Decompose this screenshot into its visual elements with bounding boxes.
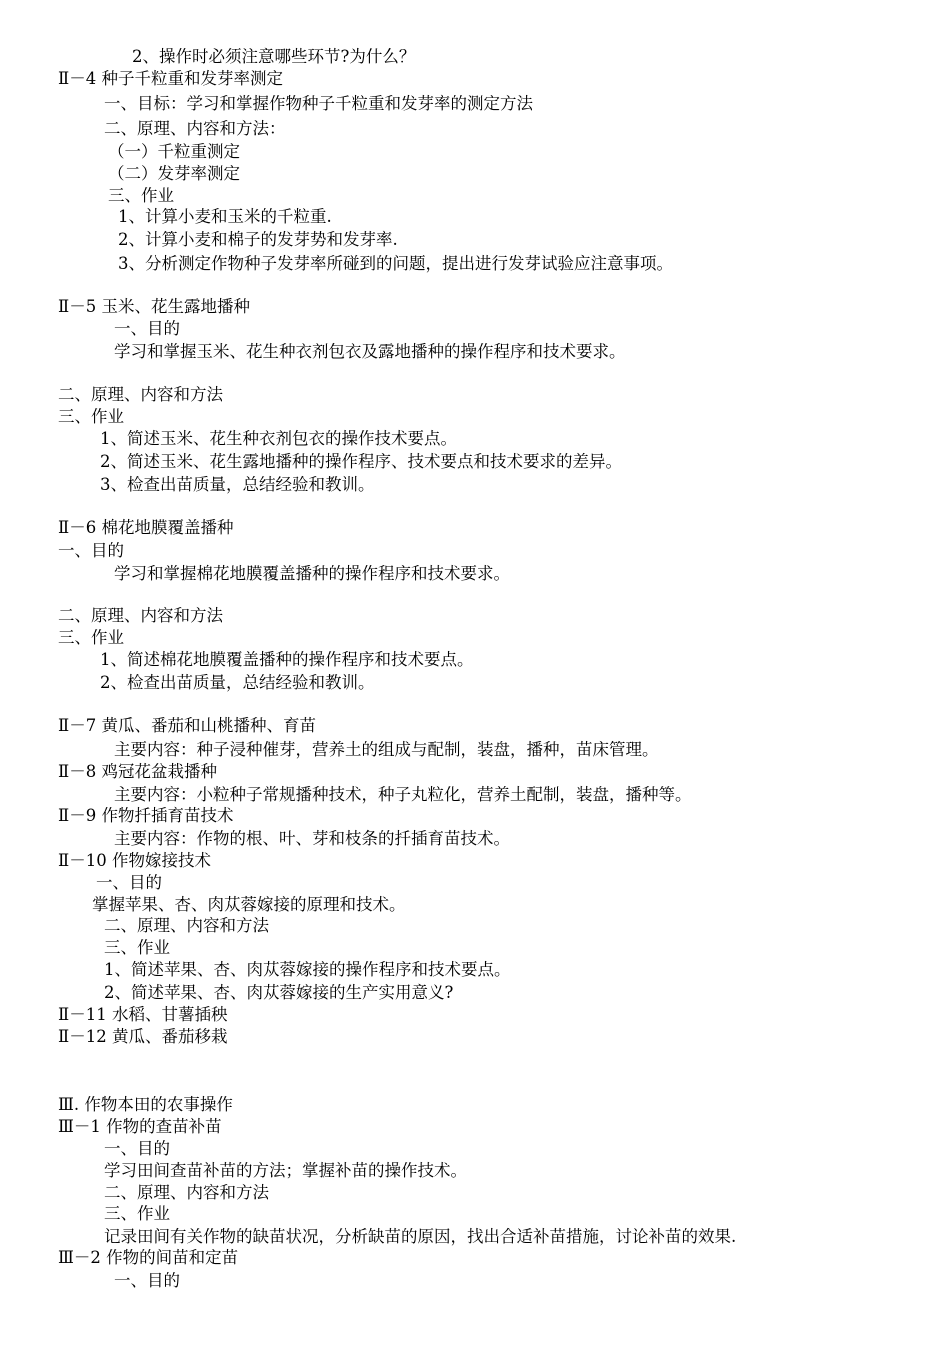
homework-item: 1、简述玉米、花生种衣剂包衣的操作技术要点。 bbox=[100, 429, 457, 448]
principle-heading: 二、原理、内容和方法 bbox=[104, 916, 269, 935]
goal-heading: 一、目的 bbox=[58, 541, 124, 560]
homework-text: 记录田间有关作物的缺苗状况，分析缺苗的原因，找出合适补苗措施，讨论补苗的效果. bbox=[104, 1227, 737, 1246]
section-heading-2-6: Ⅱ－6 棉花地膜覆盖播种 bbox=[58, 518, 234, 537]
homework-item: 2、检查出苗质量，总结经验和教训。 bbox=[100, 673, 375, 692]
section-heading-2-8: Ⅱ－8 鸡冠花盆栽播种 bbox=[58, 762, 217, 781]
homework-heading: 三、作业 bbox=[58, 407, 124, 426]
homework-item: 3、分析测定作物种子发芽率所碰到的问题，提出进行发芽试验应注意事项。 bbox=[118, 254, 673, 273]
homework-item: 1、简述苹果、杏、肉苁蓉嫁接的操作程序和技术要点。 bbox=[104, 960, 511, 979]
section-heading-3-2: Ⅲ－2 作物的间苗和定苗 bbox=[58, 1248, 239, 1267]
section-heading-2-7: Ⅱ－7 黄瓜、番茄和山桃播种、育苗 bbox=[58, 716, 316, 735]
goal-text: 掌握苹果、杏、肉苁蓉嫁接的原理和技术。 bbox=[92, 895, 406, 914]
goal-text: 学习和掌握棉花地膜覆盖播种的操作程序和技术要求。 bbox=[114, 564, 510, 583]
homework-heading: 三、作业 bbox=[108, 186, 174, 205]
homework-item: 2、简述苹果、杏、肉苁蓉嫁接的生产实用意义? bbox=[104, 983, 454, 1002]
section-heading-2-12: Ⅱ－12 黄瓜、番茄移栽 bbox=[58, 1027, 228, 1046]
main-content-line: 主要内容：种子浸种催芽，营养土的组成与配制，装盘，播种，苗床管理。 bbox=[114, 740, 659, 759]
section-heading-3-1: Ⅲ－1 作物的查苗补苗 bbox=[58, 1117, 222, 1136]
goal-heading: 一、目的 bbox=[114, 1271, 180, 1290]
main-content-line: 主要内容：小粒种子常规播种技术，种子丸粒化，营养土配制，装盘，播种等。 bbox=[114, 785, 692, 804]
homework-item: 1、计算小麦和玉米的千粒重. bbox=[118, 207, 332, 226]
goal-heading: 一、目的 bbox=[104, 1139, 170, 1158]
question-line: 2、操作时必须注意哪些环节?为什么？ bbox=[132, 47, 416, 66]
subitem-line: （二）发芽率测定 bbox=[108, 164, 240, 183]
main-content-line: 主要内容：作物的根、叶、芽和枝条的扦插育苗技术。 bbox=[114, 829, 510, 848]
section-heading-2-11: Ⅱ－11 水稻、甘薯插秧 bbox=[58, 1005, 228, 1024]
principle-line: 二、原理、内容和方法： bbox=[104, 119, 286, 138]
section-heading-2-4: Ⅱ－4 种子千粒重和发芽率测定 bbox=[58, 69, 283, 88]
section-heading-2-5: Ⅱ－5 玉米、花生露地播种 bbox=[58, 297, 250, 316]
homework-item: 2、计算小麦和棉子的发芽势和发芽率. bbox=[118, 230, 398, 249]
subitem-line: （一）千粒重测定 bbox=[108, 142, 240, 161]
goal-line: 一、目标：学习和掌握作物种子千粒重和发芽率的测定方法 bbox=[104, 94, 533, 113]
principle-heading: 二、原理、内容和方法 bbox=[58, 606, 223, 625]
goal-text: 学习和掌握玉米、花生种衣剂包衣及露地播种的操作程序和技术要求。 bbox=[114, 342, 626, 361]
section-heading-2-9: Ⅱ－9 作物扦插育苗技术 bbox=[58, 806, 234, 825]
goal-text: 学习田间查苗补苗的方法；掌握补苗的操作技术。 bbox=[104, 1161, 467, 1180]
homework-heading: 三、作业 bbox=[104, 1204, 170, 1223]
goal-heading: 一、目的 bbox=[96, 873, 162, 892]
homework-item: 2、简述玉米、花生露地播种的操作程序、技术要点和技术要求的差异。 bbox=[100, 452, 622, 471]
homework-heading: 三、作业 bbox=[104, 938, 170, 957]
principle-heading: 二、原理、内容和方法 bbox=[104, 1183, 269, 1202]
chapter-heading-3: Ⅲ. 作物本田的农事操作 bbox=[58, 1095, 233, 1114]
principle-heading: 二、原理、内容和方法 bbox=[58, 385, 223, 404]
goal-heading: 一、目的 bbox=[114, 319, 180, 338]
homework-item: 1、简述棉花地膜覆盖播种的操作程序和技术要点。 bbox=[100, 650, 474, 669]
homework-item: 3、检查出苗质量，总结经验和教训。 bbox=[100, 475, 375, 494]
homework-heading: 三、作业 bbox=[58, 628, 124, 647]
section-heading-2-10: Ⅱ－10 作物嫁接技术 bbox=[58, 851, 211, 870]
